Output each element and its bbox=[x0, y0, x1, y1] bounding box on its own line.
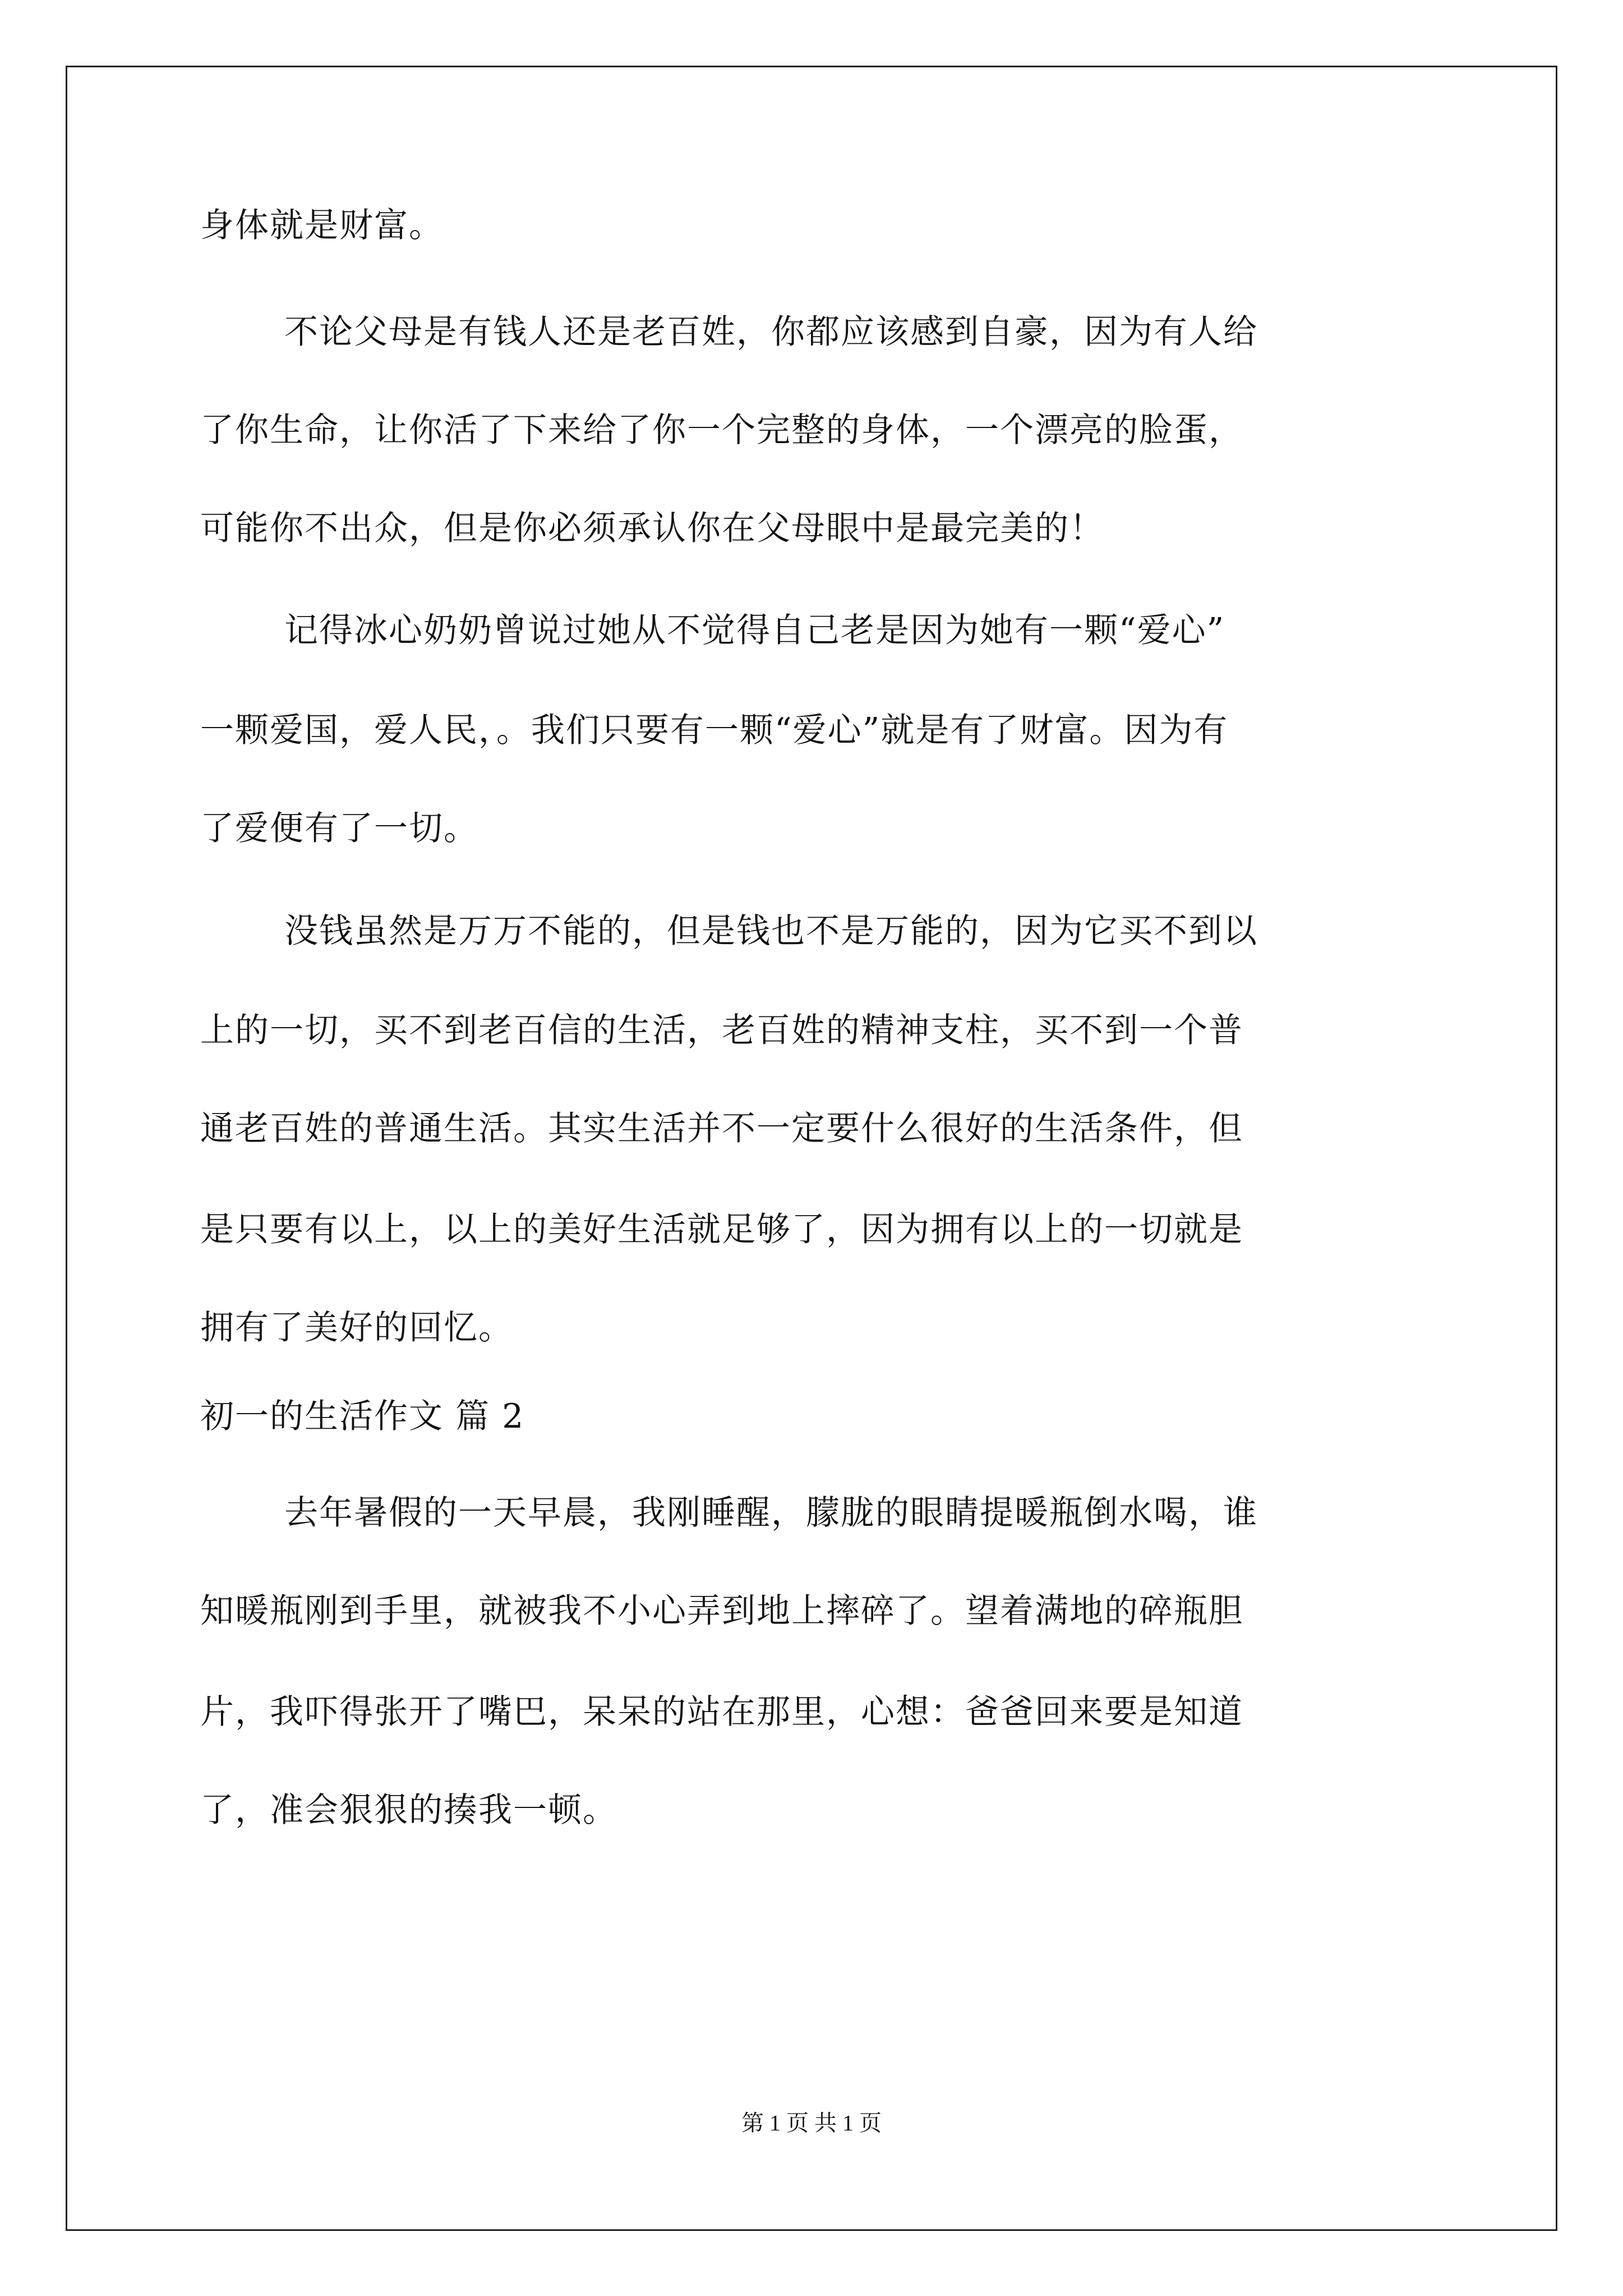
text-line: 上的一切，买不到老百信的生活，老百姓的精神支柱，买不到一个普 bbox=[200, 1011, 1243, 1050]
text-line: 身体就是财富。 bbox=[200, 206, 444, 245]
text-line: 拥有了美好的回忆。 bbox=[200, 1308, 513, 1347]
paragraph-first-line: 不论父母是有钱人还是老百姓，你都应该感到自豪，因为有人给 bbox=[284, 312, 1258, 352]
text-line: 可能你不出众，但是你必须承认你在父母眼中是最完美的！ bbox=[200, 509, 1104, 548]
section-heading: 初一的生活作文 篇 2 bbox=[200, 1397, 525, 1436]
text-line: 知暖瓶刚到手里，就被我不小心弄到地上摔碎了。望着满地的碎瓶胆 bbox=[200, 1591, 1243, 1631]
text-line: 片，我吓得张开了嘴巴，呆呆的站在那里，心想：爸爸回来要是知道 bbox=[200, 1692, 1243, 1732]
paragraph-first-line: 没钱虽然是万万不能的，但是钱也不是万能的，因为它买不到以 bbox=[284, 912, 1258, 951]
text-line: 了爱便有了一切。 bbox=[200, 809, 478, 848]
paragraph-first-line: 记得冰心奶奶曾说过她从不觉得自己老是因为她有一颗“爱心” bbox=[284, 611, 1225, 650]
paragraph-first-line: 去年暑假的一天早晨，我刚睡醒，朦胧的眼睛提暖瓶倒水喝，谁 bbox=[284, 1493, 1258, 1533]
text-line: 一颗爱国，爱人民，。我们只要有一颗“爱心”就是有了财富。因为有 bbox=[200, 711, 1229, 750]
text-line: 是只要有以上，以上的美好生活就足够了，因为拥有以上的一切就是 bbox=[200, 1210, 1243, 1249]
text-line: 了你生命，让你活了下来给了你一个完整的身体，一个漂亮的脸蛋， bbox=[200, 411, 1243, 450]
text-line: 通老百姓的普通生活。其实生活并不一定要什么很好的生活条件，但 bbox=[200, 1109, 1243, 1148]
page-footer: 第 1 页 共 1 页 bbox=[741, 2110, 882, 2136]
text-line: 了，准会狠狠的揍我一顿。 bbox=[200, 1791, 617, 1830]
